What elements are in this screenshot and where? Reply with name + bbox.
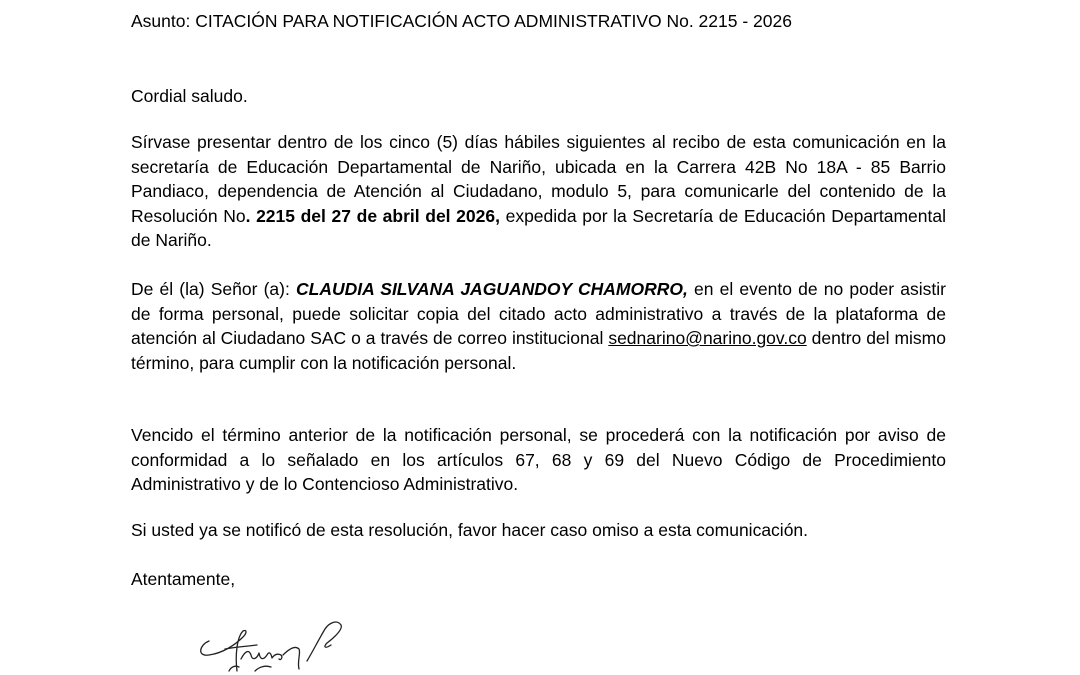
signature-image <box>195 615 355 675</box>
closing: Atentamente, <box>131 569 236 589</box>
recipient-text-end: dentro del mismo término, para cumplir con la notificación personal. <box>131 328 946 373</box>
citation-text-start: Sírvase presentar dentro de los cinco (5) días hábiles siguientes al recibo de esta comunicación en la secretaría de Educación Departamental de Nariño, ubicada en la Carrera 42B No 18A - 85 Barrio Pandiaco, dependencia de Atención al Ciudadano, modulo 5, para comunicarle del contenido de la Resolución No <box>131 132 946 226</box>
paragraph-citation <box>131 130 946 253</box>
recipient-intro: De él (la) Señor (a): <box>131 279 297 299</box>
paragraph-omit: Si usted ya se notificó de esta resolución, favor hacer caso omiso a esta comunicación. <box>131 520 809 540</box>
email-link[interactable]: sednarino@narino.gov.co <box>608 328 807 348</box>
resolution-reference: . 2215 del 27 de abril del 2026, <box>245 205 500 226</box>
greeting: Cordial saludo. <box>131 86 248 106</box>
paragraph-recipient <box>131 277 946 375</box>
letter-page <box>131 0 946 675</box>
recipient-name: CLAUDIA SILVANA JAGUANDOY CHAMORRO, <box>296 279 688 299</box>
paragraph-notice: Vencido el término anterior de la notificación personal, se procederá con la notificación por aviso de conformidad a lo señalado en los artículos 67, 68 y 69 del Nuevo Código de Procedimiento Administrativo y de lo Contencioso Administrativo. <box>131 425 946 494</box>
subject-line: Asunto: CITACIÓN PARA NOTIFICACIÓN ACTO ADMINISTRATIVO No. 2215 - 2026 <box>131 11 792 31</box>
citation-text-end: expedida por la Secretaría de Educación Departamental de Nariño. <box>131 205 947 250</box>
recipient-text: en el evento de no poder asistir de forma personal, puede solicitar copia del citado acto administrativo a través de la plataforma de atención al Ciudadano SAC o a través de correo institucional <box>131 279 946 348</box>
